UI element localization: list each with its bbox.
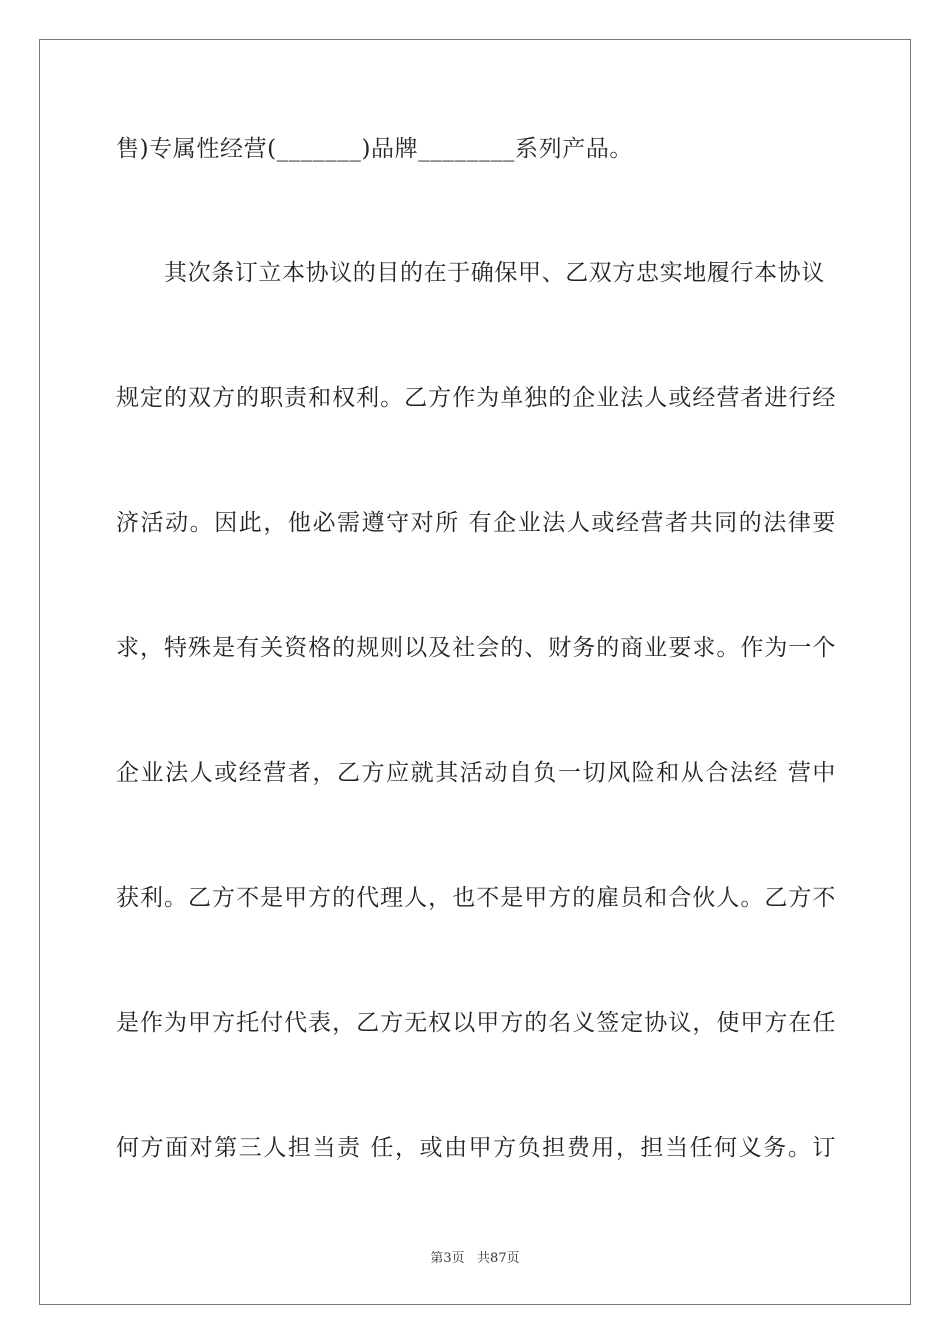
page-border (39, 39, 911, 1305)
text-line-8: 是作为甲方托付代表，乙方无权以甲方的名义签定协议，使甲方在任 (116, 1010, 836, 1036)
text-line-7: 获利。乙方不是甲方的代理人，也不是甲方的雇员和合伙人。乙方不 (116, 885, 836, 911)
text-line-5: 求，特殊是有关资格的规则以及社会的、财务的商业要求。作为一个 (116, 635, 836, 661)
text-line-1: 售)专属性经营(_______)品牌________系列产品。 (116, 136, 634, 162)
text-line-3: 规定的双方的职责和权利。乙方作为单独的企业法人或经营者进行经 (116, 385, 836, 411)
text-line-4: 济活动。因此，他必需遵守对所 有企业法人或经营者共同的法律要 (116, 510, 836, 536)
text-line-6: 企业法人或经营者，乙方应就其活动自负一切风险和从合法经 营中 (116, 760, 836, 786)
text-line-2: 其次条订立本协议的目的在于确保甲、乙双方忠实地履行本协议 (164, 260, 825, 286)
text-line-9: 何方面对第三人担当责 任，或由甲方负担费用，担当任何义务。订 (116, 1135, 836, 1161)
page-number-footer: 第3页 共87页 (430, 1251, 520, 1266)
